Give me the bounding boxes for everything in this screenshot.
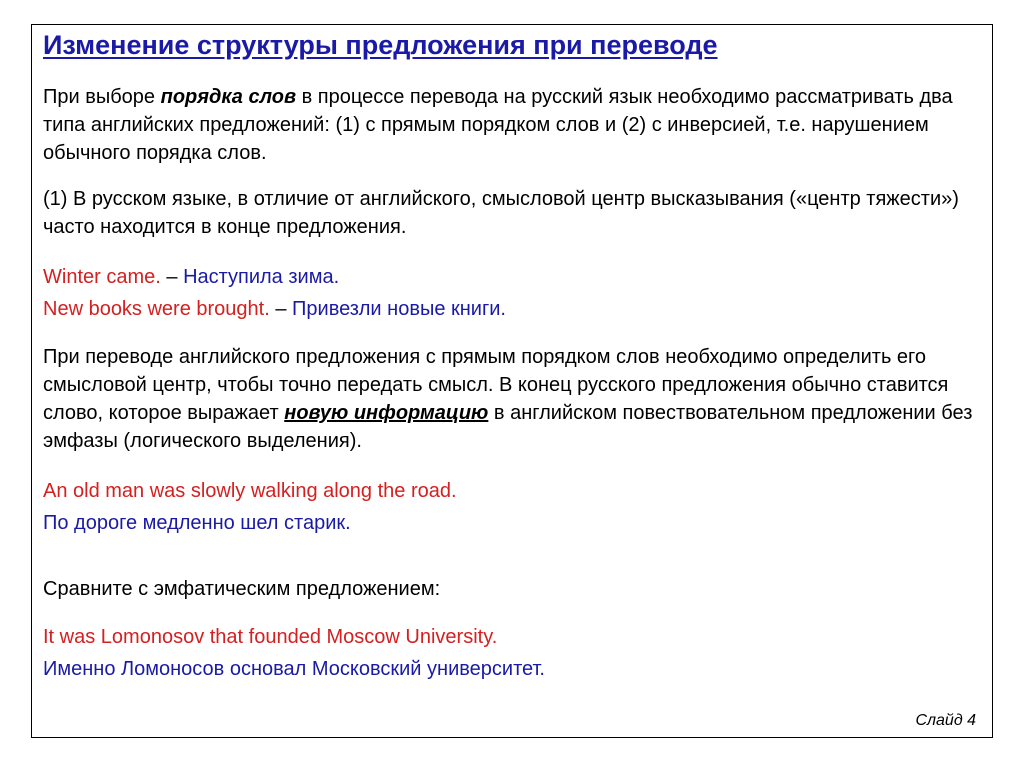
russian-translation: По дороге медленно шел старик. [43,512,351,534]
paragraph-text: в английском повествовательном предложении без эмфазы (логического выделения). [43,402,973,452]
dash-separator: – [160,266,184,288]
english-example: It was Lomonosov that founded Moscow University. [43,626,498,648]
russian-translation: Именно Ломоносов основал Московский университет. [43,658,545,680]
paragraph-new-information [43,343,988,455]
example-line [43,263,339,291]
dash-separator: – [269,298,293,320]
compare-heading: Сравните с эмфатическим предложением: [43,578,441,600]
paragraph-text: в процессе перевода на русский язык необходимо рассматривать два типа английских предложений: (1) с прямым порядком слов и (2) с инверсией, т.е. нарушением обычного порядка слов. [43,86,953,164]
english-example: New books were brought. [43,298,270,320]
slide-number: Слайд 4 [915,712,976,729]
russian-translation: Наступила зима. [183,266,340,288]
english-example: An old man was slowly walking along the road. [43,480,457,502]
russian-translation: Привезли новые книги. [292,298,506,320]
example-line [43,295,506,323]
paragraph-text: При переводе английского предложения с прямым порядком слов необходимо определить его смысловой центр, чтобы точно передать смысл. В конец русского предложения обычно ставится слово, которое выражает [43,346,949,424]
slide-title: Изменение структуры предложения при переводе [43,30,718,60]
paragraph-word-order [43,83,988,167]
emphasis-new-information: новую информацию [284,402,489,424]
paragraph-center-of-gravity: (1) В русском языке, в отличие от английского, смысловой центр высказывания («центр тяжести») часто находится в конце предложения. [43,188,959,238]
emphasis-word-order: порядка слов [160,86,297,108]
paragraph-text: При выборе [43,86,161,108]
english-example: Winter came. [43,266,161,288]
